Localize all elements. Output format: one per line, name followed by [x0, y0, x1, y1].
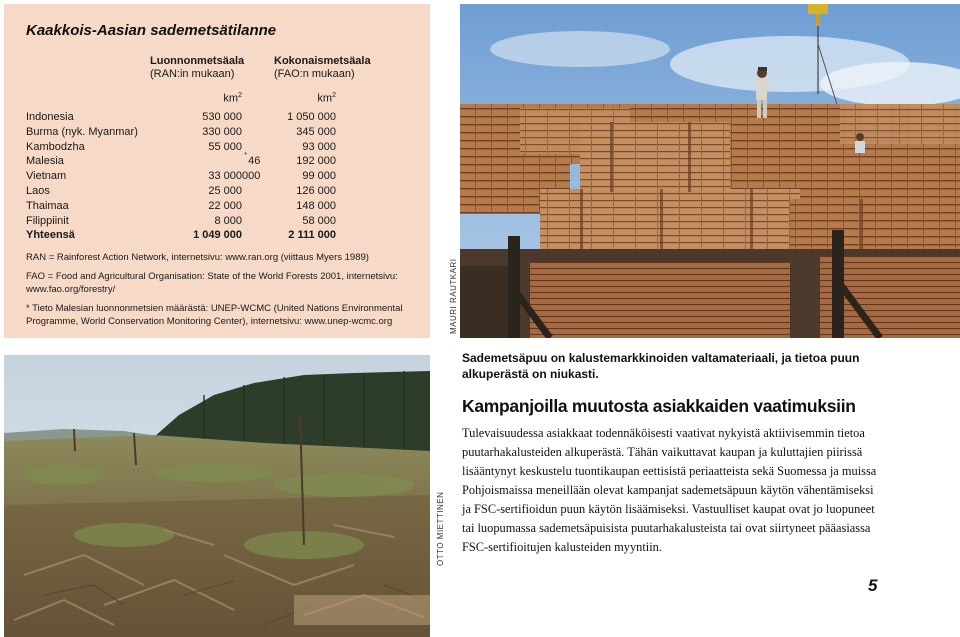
natural-forest-value: 33 000: [208, 170, 242, 183]
body-paragraph: Tulevaisuudessa asiakkaat todennäköisesti vaativat nykyistä aktiivisemmin tietoa puutarhakalusteiden alkuperästä. Tähän vaikuttavat kaupan ja kuluttajien piirissä lisääntynyt keskustelu tuontikaupan eettisistä periaatteista sekä Suomessa ja muissa Pohjoismaissa meneillään olevat kampanjat sademetsäpuun käytön vähentämiseksi ja FSC-sertifioidun puun käytön lisäämiseksi. Vastuulliset kaupat ovat jo luopuneet tai luopumassa sademetsäpuisista puutarhakalusteista tai ovat siirtyneet pääasiassa FSC-sertifioitujen kalusteiden myyntiin.: [462, 426, 877, 554]
total-forest-value: 58 000: [302, 214, 336, 227]
section-heading: Kampanjoilla muutosta asiakkaiden vaatimuksiin: [462, 396, 856, 416]
note-ran: RAN = Rainforest Action Network, internetsivu: www.ran.org (viittaus Myers 1989): [26, 252, 369, 263]
cleared-forest-photo: [4, 355, 430, 637]
total-forest-value: 126 000: [296, 184, 336, 197]
total-forest-value: 1 050 000: [287, 111, 336, 123]
total-forest-value: 99 000: [302, 170, 336, 183]
table-row: [26, 169, 346, 184]
photo-credit-forest: OTTO MIETTINEN: [436, 491, 445, 566]
natural-forest-value: 22 000: [208, 199, 242, 212]
photo-credit-lumber: MAURI RAUTKARI: [449, 258, 458, 334]
column-header-total-forest: [274, 55, 394, 81]
country-name: Filippiinit: [26, 214, 69, 227]
column-subtitle-total-forest: (FAO:n mukaan): [274, 68, 355, 80]
unit-exponent: 2: [332, 92, 336, 99]
page-number: 5: [868, 576, 878, 595]
natural-forest-value: 8 000: [214, 214, 242, 227]
column-title-natural-forest: Luonnonmetsäala: [150, 55, 245, 67]
box-title: Kaakkois-Aasian sademetsätilanne: [26, 22, 277, 39]
total-forest-value: 345 000: [296, 125, 336, 138]
unit-text: km: [223, 92, 239, 105]
photo-caption: Sademetsäpuu on kalustemarkkinoiden valtamateriaali, ja tietoa puun alkuperästä on niukasti.: [462, 351, 860, 381]
table-row: [26, 214, 346, 229]
table-row: [26, 199, 346, 214]
natural-forest-value: 330 000: [202, 125, 242, 138]
column-subtitle-natural-forest: (RAN:in mukaan): [150, 68, 235, 80]
country-name: Indonesia: [26, 111, 74, 123]
column-title-total-forest: Kokonaismetsäala: [274, 55, 371, 67]
total-label: Yhteensä: [26, 229, 75, 242]
forest-area-table: [26, 110, 346, 243]
natural-forest-number: 46 000: [242, 155, 261, 183]
natural-forest-total: 1 049 000: [193, 229, 242, 242]
total-forest-value: 148 000: [296, 199, 336, 212]
unit-label-natural: [194, 92, 242, 105]
total-forest-value: 93 000: [302, 140, 336, 153]
unit-exponent: 2: [238, 92, 242, 99]
table-row-total: [26, 228, 346, 243]
note-unep: * Tieto Malesian luonnonmetsien määrästä: UNEP-WCMC (United Nations Environmental Programme, World Conservation Monitoring Center), internetsivu: www.unep-wcmc.org: [26, 303, 403, 327]
natural-forest-value: 530 000: [202, 111, 242, 123]
unit-text: km: [317, 92, 333, 105]
table-row: [26, 140, 346, 155]
footnote-marker: *: [244, 152, 247, 160]
natural-forest-value: 55 000: [208, 140, 242, 153]
country-name: Vietnam: [26, 170, 67, 183]
column-header-natural-forest: [150, 55, 270, 81]
total-forest-total: 2 111 000: [288, 229, 336, 242]
table-row: [26, 110, 346, 125]
forest-statistics-box: [4, 4, 430, 338]
country-name: Kambodzha: [26, 140, 85, 153]
country-name: Burma (nyk. Myanmar): [26, 125, 138, 138]
country-name: Laos: [26, 184, 50, 197]
table-row: [26, 184, 346, 199]
country-name: Thaimaa: [26, 199, 69, 212]
total-forest-value: 192 000: [296, 155, 336, 168]
country-name: Malesia: [26, 155, 64, 168]
source-notes: [26, 251, 424, 334]
lumber-yard-photo: [460, 4, 960, 338]
table-row: [26, 125, 346, 140]
natural-forest-value: 25 000: [208, 184, 242, 197]
note-fao: FAO = Food and Agricultural Organisation: State of the World Forests 2001, internetsivu: www.fao.org/forestry/: [26, 271, 398, 295]
unit-label-total: [300, 92, 336, 105]
